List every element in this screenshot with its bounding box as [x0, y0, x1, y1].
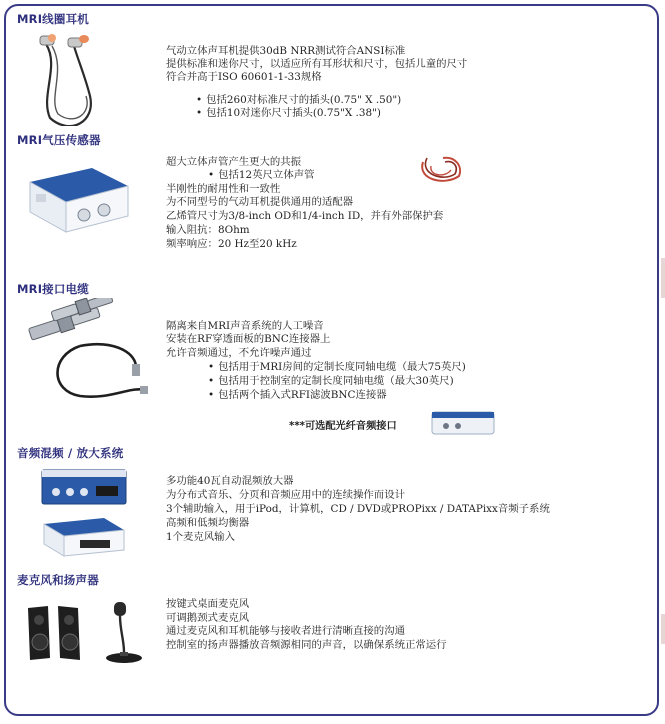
- fiber-interface-image: [430, 408, 496, 436]
- text-line: 按键式桌面麦克风: [166, 598, 250, 610]
- bullet-item: • 包括10对迷你尺寸插头(0.75"X .38"): [196, 107, 381, 120]
- bullet-item: • 包括用于控制室的定制长度同轴电缆（最大30英尺): [208, 375, 454, 388]
- bullet-item: • 包括用于MRI房间的定制长度同轴电缆（最大75英尺): [208, 361, 466, 374]
- bullet-item: • 包括260对标准尺寸的插头(0.75" X .50"): [196, 94, 401, 107]
- optional-fiber-note: ***可选配光纤音频接口: [289, 421, 397, 432]
- text-line: 隔离来自MRI声音系统的人工噪音: [166, 320, 324, 332]
- section-title-mic: 麦克风和扬声器: [17, 573, 99, 587]
- page-edge-mark: [661, 258, 665, 298]
- amplifier-rear-image: [40, 514, 128, 560]
- amplifier-front-image: [40, 464, 130, 508]
- text-line: 乙烯管尺寸为3/8-inch OD和1/4-inch ID，并有外部保护套: [166, 210, 444, 222]
- section-title-transducer: MRI气压传感器: [17, 133, 101, 147]
- text-line: 提供标准和迷你尺寸，以适应所有耳形状和尺寸，包括儿童的尺寸: [166, 58, 468, 70]
- text-line: 半刚性的耐用性和一致性: [166, 183, 281, 195]
- text-line: 频率响应：20 Hz至20 kHz: [166, 238, 297, 250]
- text-line: 输入阻抗：8Ohm: [166, 224, 250, 236]
- text-line: 为分布式音乐、分页和音频应用中的连续操作而设计: [166, 489, 405, 501]
- text-line: 安装在RF穿透面板的BNC连接器上: [166, 333, 331, 345]
- text-line: 1个麦克风输入: [166, 531, 235, 543]
- text-line: 高频和低频均衡器: [166, 517, 250, 529]
- text-line: 气动立体声耳机提供30dB NRR测试符合ANSI标准: [166, 45, 406, 57]
- speakers-image: [24, 600, 86, 662]
- section-title-headphones: MRI线圈耳机: [17, 12, 89, 26]
- text-line: 允许音频通过，不允许噪声通过: [166, 347, 312, 359]
- text-line: 多功能40瓦自动混频放大器: [166, 475, 294, 487]
- desk-microphone-image: [100, 600, 150, 666]
- text-line: 为不同型号的气动耳机提供通用的适配器: [166, 196, 354, 208]
- text-line: 控制室的扬声器播放音频源相同的声音，以确保系统正常运行: [166, 639, 447, 651]
- bullet-item: • 包括12英尺立体声管: [208, 169, 315, 182]
- text-line: 超大立体声管产生更大的共振: [166, 156, 302, 168]
- headphone-earpiece-image: [30, 26, 116, 126]
- text-line: 可调鹅颈式麦克风: [166, 612, 250, 624]
- text-line: 通过麦克风和耳机能够与接收者进行清晰直接的沟通: [166, 625, 405, 637]
- coax-cable-image: [50, 336, 150, 406]
- text-line: 符合并高于ISO 60601-1-33规格: [166, 71, 322, 83]
- stereo-tubing-image: [415, 150, 465, 190]
- text-line: 3个辅助输入，用于iPod，计算机，CD / DVD或PROPixx / DATAPixx音频子系统: [166, 503, 550, 515]
- section-title-cable: MRI接口电缆: [17, 282, 89, 296]
- transducer-box-image: [22, 160, 132, 240]
- page-edge-mark: [661, 614, 665, 644]
- bullet-item: • 包括两个插入式RFI滤波BNC连接器: [208, 389, 387, 402]
- section-title-mixer: 音频混频 / 放大系统: [17, 446, 124, 460]
